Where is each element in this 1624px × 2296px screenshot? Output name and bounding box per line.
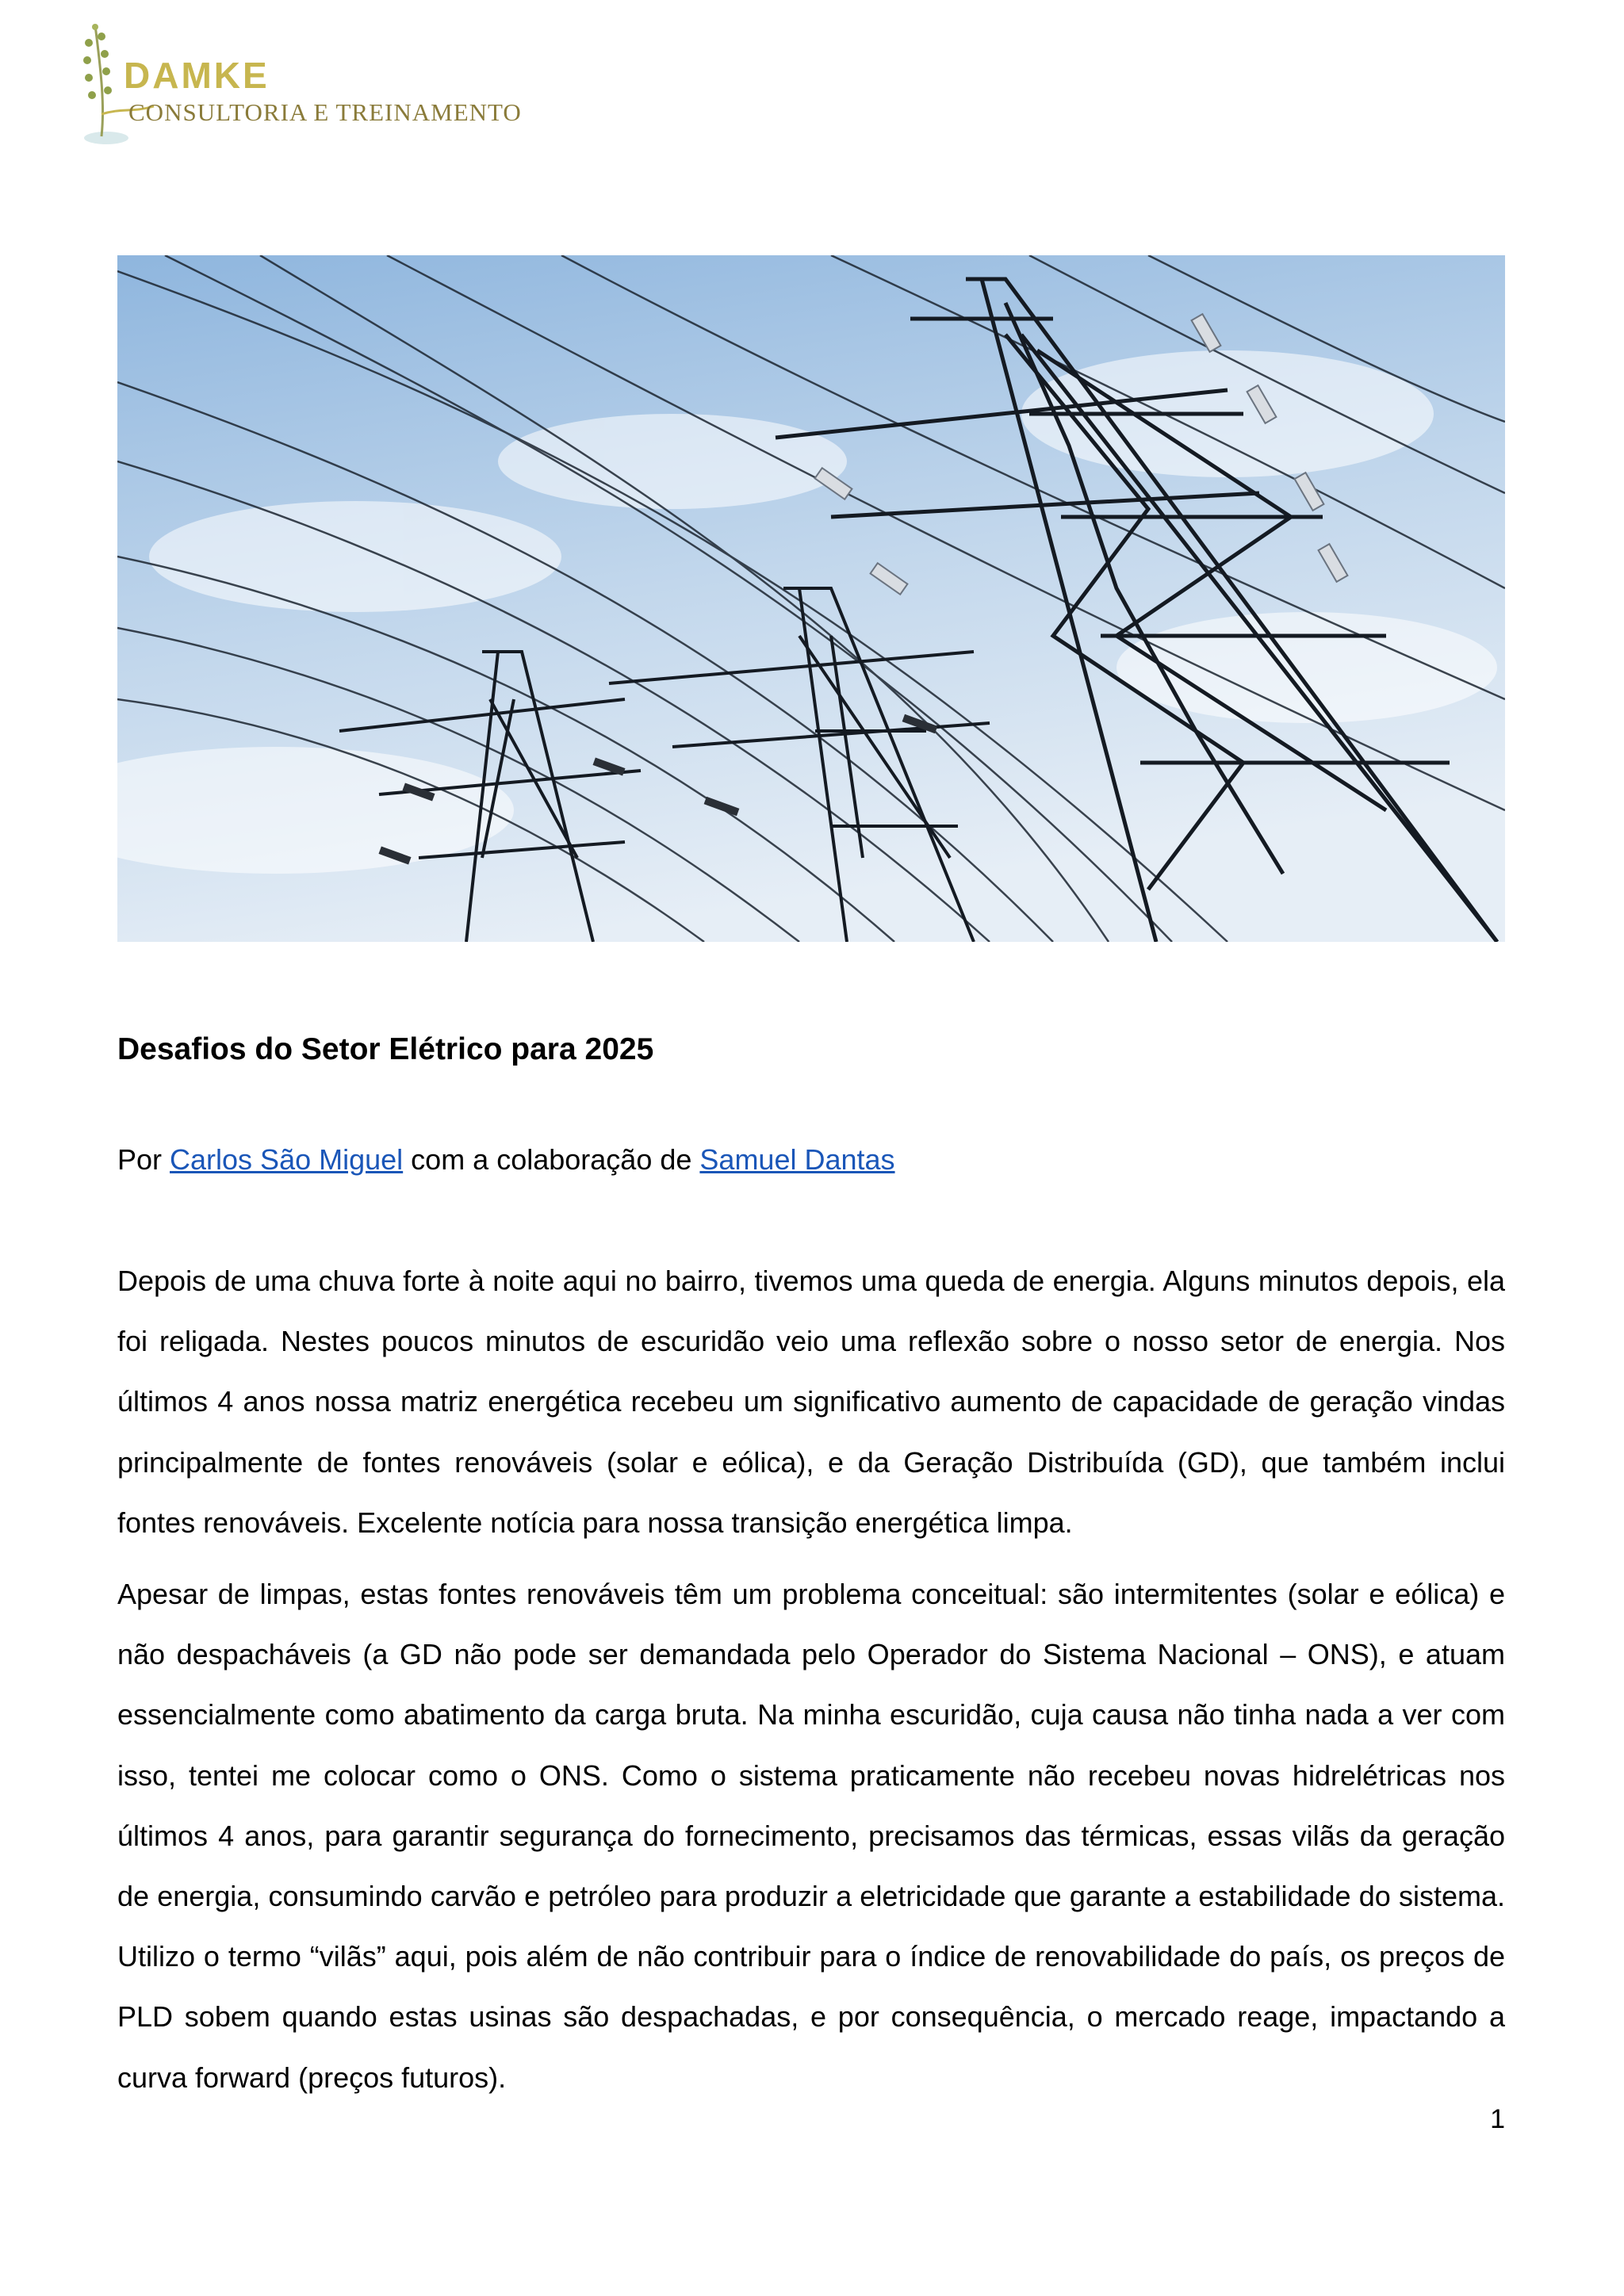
hero-image <box>117 255 1505 942</box>
byline-middle: com a colaboração de <box>403 1143 700 1176</box>
paragraph-1: Depois de uma chuva forte à noite aqui no bairro, tivemos uma queda de energia. Alguns minutos depois, ela foi religada. Nestes poucos minutos de escuridão veio uma reflexão sobre o nosso setor de energia. Nos últimos 4 anos nossa matriz energética recebeu um significativo aumento de capacidade de geração vindas principalmente de fontes renováveis (solar e eólica), e da Geração Distribuída (GD), que também inclui fontes renováveis. Excelente notícia para nossa transição energética limpa. <box>117 1265 1505 1539</box>
page-number: 1 <box>1490 2104 1505 2134</box>
transmission-towers-icon <box>117 255 1505 942</box>
article-title: Desafios do Setor Elétrico para 2025 <box>117 1032 654 1066</box>
company-logo <box>78 19 522 146</box>
byline-prefix: Por <box>117 1143 170 1176</box>
author-link-carlos[interactable]: Carlos São Miguel <box>170 1143 404 1176</box>
logo-subtitle: CONSULTORIA E TREINAMENTO <box>128 98 522 126</box>
paragraph-2: Apesar de limpas, estas fontes renováveis têm um problema conceitual: são intermitentes (solar e eólica) e não despacháveis (a GD não pode ser demandada pelo Operador do Sistema Nacional – ONS), e atuam essencialmente como abatimento da carga bruta. Na minha escuridão, cuja causa não tinha nada a ver com isso, tentei me colocar como o ONS. Como o sistema praticamente não recebeu novas hidrelétricas nos últimos 4 anos, para garantir segurança do fornecimento, precisamos das térmicas, essas vilãs da geração de energia, consumindo carvão e petróleo para produzir a eletricidade que garante a estabilidade do sistema. Utilizo o termo “vilãs” aqui, pois além de não contribuir para o índice de renovabilidade do país, os preços de PLD sobem quando estas usinas são despachadas, e por consequência, o mercado reage, impactando a curva forward (preços futuros). <box>117 1578 1505 2094</box>
article-body <box>117 1251 1505 2119</box>
author-link-samuel[interactable]: Samuel Dantas <box>699 1143 895 1176</box>
logo-name: DAMKE <box>124 55 270 96</box>
byline <box>117 1143 895 1177</box>
